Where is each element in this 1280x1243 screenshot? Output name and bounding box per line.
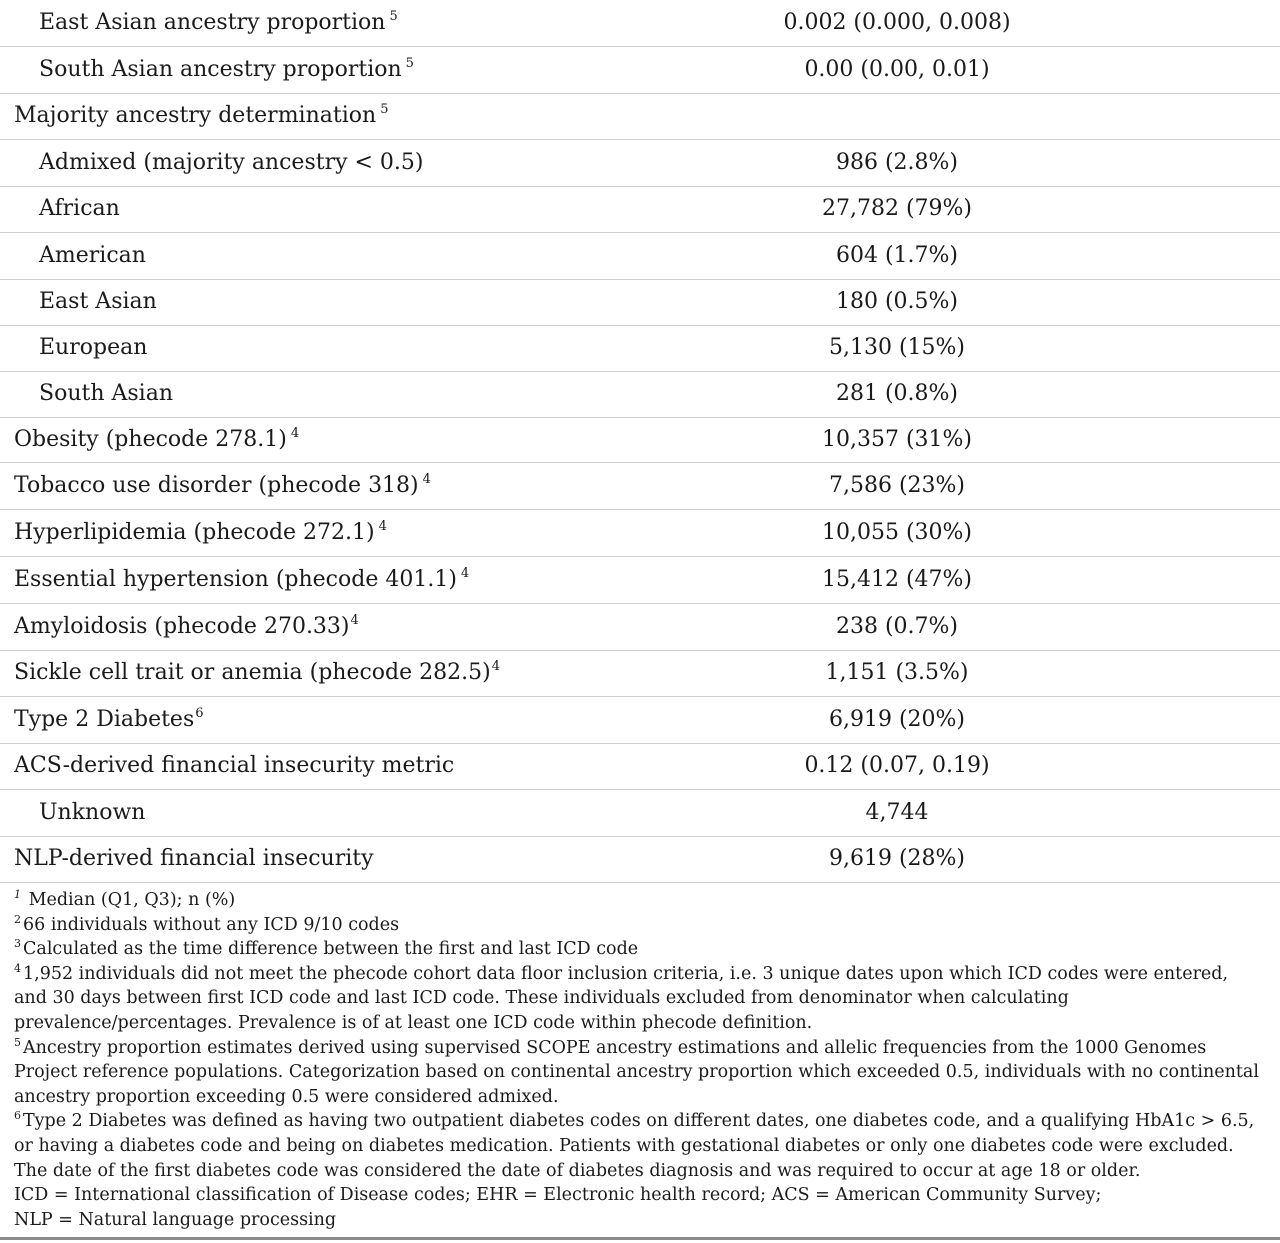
row-label — [14, 846, 374, 871]
row-label — [14, 753, 454, 778]
row-value: 1,151 (3.5%) — [825, 660, 969, 685]
footnote-number: 6 — [14, 1109, 21, 1123]
table-row — [0, 744, 1280, 790]
row-label — [39, 381, 173, 406]
row-value: 0.12 (0.07, 0.19) — [804, 753, 990, 778]
row-label-text: Essential hypertension (phecode 401.1) — [14, 566, 457, 592]
footnote-marker: 4 — [290, 425, 300, 441]
footnote-text: Calculated as the time difference between the first and last ICD code — [23, 939, 639, 960]
row-value: 7,586 (23%) — [828, 472, 966, 498]
footnote — [14, 1183, 1264, 1208]
row-label — [14, 707, 204, 732]
row-value: 5,130 (15%) — [828, 335, 966, 360]
row-value: 4,744 — [865, 799, 929, 825]
table-footnotes — [14, 888, 1264, 1232]
footnote-marker: 5 — [405, 55, 414, 71]
row-label-text: American — [39, 242, 146, 268]
footnote-marker: 5 — [380, 102, 389, 117]
table-row — [0, 140, 1280, 187]
footnote — [14, 913, 1264, 938]
row-label — [39, 243, 146, 268]
row-label-text: Admixed (majority ancestry < 0.5) — [39, 149, 424, 175]
table-row — [0, 604, 1280, 651]
row-label-text: East Asian — [39, 289, 157, 314]
row-label-text: Tobacco use disorder (phecode 318) — [14, 472, 419, 498]
row-label-text: Obesity (phecode 278.1) — [14, 426, 287, 452]
row-value: 27,782 (79%) — [821, 196, 973, 221]
row-label — [39, 150, 424, 175]
row-label-text: East Asian ancestry proportion — [39, 9, 386, 35]
table-row — [0, 697, 1280, 744]
table-row — [0, 557, 1280, 604]
footnote-number: 2 — [14, 912, 21, 926]
row-value: 281 (0.8%) — [835, 381, 959, 406]
row-label-text: Unknown — [39, 799, 146, 825]
footnote-number: 1 — [14, 888, 21, 901]
footnote-text: Median (Q1, Q3); n (%) — [23, 890, 236, 910]
row-label-text: South Asian — [39, 381, 173, 406]
row-label-text: NLP-derived financial insecurity — [14, 846, 374, 871]
row-label-text: South Asian ancestry proportion — [39, 56, 402, 82]
table-row — [0, 510, 1280, 557]
row-value: 15,412 (47%) — [821, 566, 973, 592]
row-label-text: European — [39, 335, 148, 360]
table-row — [0, 47, 1280, 94]
table-row — [0, 463, 1280, 510]
row-label — [14, 473, 431, 498]
footnote-marker: 4 — [378, 518, 387, 534]
row-label — [14, 427, 299, 452]
row-label-text: African — [39, 196, 120, 221]
row-label-text: Amyloidosis (phecode 270.33) — [14, 613, 350, 639]
footnote — [14, 1036, 1264, 1110]
row-value: 0.00 (0.00, 0.01) — [804, 56, 990, 82]
table-row — [0, 326, 1280, 372]
row-value: 9,619 (28%) — [828, 846, 966, 871]
footnote-number: 4 — [14, 961, 21, 975]
row-label-text: ACS-derived financial insecurity metric — [14, 753, 455, 778]
footnote-text: Ancestry proportion estimates derived using supervised SCOPE ancestry estimations and allelic frequencies from the 1000 Genomes Project reference populations. Categorization based on continental ancestry proportion which exceeded 0.5, individuals with no continental ancestry proportion exceeding 0.5 were considered admixed. — [14, 1037, 1259, 1107]
table-row — [0, 0, 1280, 47]
footnote-marker: 4 — [460, 565, 470, 581]
footnote — [14, 1208, 1264, 1233]
footnote — [14, 888, 1264, 913]
row-value: 10,055 (30%) — [821, 519, 973, 545]
footnote-number: 5 — [14, 1035, 21, 1049]
footnote-marker: 4 — [491, 659, 500, 674]
footnote-text: NLP = Natural language processing — [14, 1209, 337, 1230]
footnote-text: Type 2 Diabetes was defined as having two outpatient diabetes codes on different dates, one diabetes code, and a qualifying HbA1c > 6.5, or having a diabetes code and being on diabetes medication. Patients with gestational diabetes or only one diabetes code were excluded. The date of the first diabetes code was considered the date of diabetes diagnosis and was required to occur at age 18 or older. — [14, 1111, 1255, 1181]
row-value: 6,919 (20%) — [828, 706, 966, 732]
row-label-text: Type 2 Diabetes — [14, 706, 195, 732]
table-row — [0, 187, 1280, 233]
row-label — [14, 103, 388, 128]
row-label — [39, 289, 157, 314]
row-label — [14, 567, 469, 592]
row-label — [39, 10, 398, 35]
row-label — [39, 57, 414, 82]
footnote-text: 1,952 individuals did not meet the phecode cohort data floor inclusion criteria, i.e. 3 unique dates upon which ICD codes were entered, and 30 days between first ICD code and last ICD code. These individuals excluded from denominator when calculating prevalence/percentages. Prevalence is of at least one ICD code within phecode definition. — [14, 963, 1229, 1033]
footnote-marker: 6 — [195, 705, 204, 721]
row-value: 10,357 (31%) — [821, 426, 973, 452]
row-label-text: Sickle cell trait or anemia (phecode 282.5) — [14, 660, 491, 685]
row-label — [39, 335, 147, 360]
table-row — [0, 837, 1280, 883]
row-label — [14, 614, 359, 639]
table-row — [0, 418, 1280, 463]
row-value: 604 (1.7%) — [835, 242, 959, 268]
row-label — [14, 520, 387, 545]
row-value: 238 (0.7%) — [835, 613, 959, 639]
row-label — [39, 800, 145, 825]
row-label — [14, 660, 500, 685]
table-row — [0, 372, 1280, 418]
table-row — [0, 94, 1280, 140]
row-value: 0.002 (0.000, 0.008) — [783, 9, 1011, 35]
footnote-text: ICD = International classification of Disease codes; EHR = Electronic health record; ACS = American Community Survey; — [14, 1185, 1102, 1206]
footnote-number: 3 — [14, 937, 21, 951]
row-label — [39, 196, 120, 221]
table-row — [0, 280, 1280, 326]
footnote-marker: 5 — [389, 8, 398, 24]
row-label-text: Hyperlipidemia (phecode 272.1) — [14, 519, 375, 545]
table-row — [0, 233, 1280, 280]
row-label-text: Majority ancestry determination — [14, 103, 377, 128]
footnote — [14, 1109, 1264, 1183]
row-value: 180 (0.5%) — [835, 289, 959, 314]
footnote — [14, 962, 1264, 1036]
footnote — [14, 937, 1264, 962]
row-value: 986 (2.8%) — [835, 149, 959, 175]
footnote-marker: 4 — [422, 471, 431, 487]
table-bottom-rule — [0, 1237, 1280, 1240]
table-row — [0, 790, 1280, 837]
footnote-marker: 4 — [350, 612, 359, 628]
table-row — [0, 651, 1280, 697]
footnote-text: 66 individuals without any ICD 9/10 codes — [23, 914, 400, 935]
